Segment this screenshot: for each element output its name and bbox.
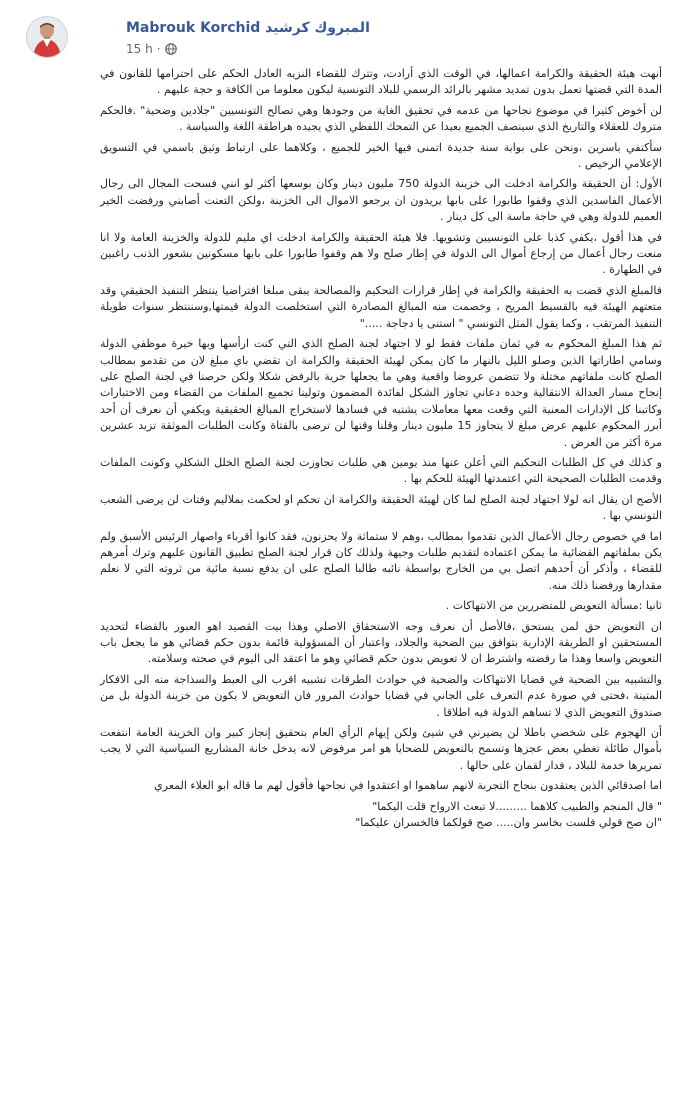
post-paragraph: ثم هذا المبلغ المحكوم به في ثمان ملفات فقط لو لا اجتهاد لجنة الصلح الذي التي كنت ارأسها وبها خيرة موظفي الدولة وسامي اطاراتها الذين وصلو الليل بالنهار ما كان يمكن لهيئة الحقيقة والكرامة ان تقضي باي مبلغ لان من تقدمو بمطالب الصلح كانت ملفاتهم مختلة ولا تتضمن عروضا واقعية وهي ما يجعلها حرية بالرفض شكلا ولكن حرصنا في لجنة الصلح على إنجاح مسار العدالة الانتقالية وحده دعاني تجاوز الشكل لفائدة المضمون وتولينا تجميع الملفات من القضاء ومن الاختبارات وكاتبنا كل الإدارات المعنية التي وقعت معها معاملات يشتبه في فسادها لاستخراج المبالغ الحقيقية ويكفي أن نعرف أن أحد أبرز المحكوم عليهم عرض مبلغ لا يتجاوز 15 مليون دينار وقلنا وقتها لن ترضى بالفتاة وكانت الطلبات الموثقة تزيد عشرين مرة أكثر من العرض .	[100, 337, 662, 449]
poem-line: "ان صح قولي فلست بخاسر وان..... صح قولكما فالخسران عليكما"	[355, 816, 662, 830]
post-body	[100, 66, 662, 831]
poem-line: " قال المنجم والطبيب كلاهما .........لا تبعث الارواح قلت اليكما"	[372, 799, 662, 813]
post-header	[76, 14, 666, 62]
post-meta	[126, 42, 177, 56]
post-paragraph: والتشبيه بين الضحية في قضايا الانتهاكات والضحية في حوادث الطرقات تشبيه اقرب الى العبط والسذاجة منه الى الافكار المتينة ،فحتى في صورة عدم التعرف على الجاني في قضايا حوادث المرور فان التعويض لا يكون من خزينة الدولة بل من صندوق التعويض الذي لا تساهم الدولة فيه اطلاقا .	[100, 672, 662, 719]
post-paragraph: الأصح ان يقال انه لولا اجتهاد لجنة الصلح لما كان لهيئة الحقيقة والكرامة ان تحكم او لحكمت بملاليم وفتات لن يرضى الشعب التونسي بها .	[100, 492, 662, 523]
post-paragraph: ان التعويض حق لمن يستحق ،فالأصل أن نعرف وجه الاستحقاق الاصلي وهذا بيت القصيد اهو العبور بالقضاء لتحديد المستحقين او الطريقة الإدارية بتوافق بين الضحية والجلاد، واعتبار أن المسؤولية قائمة بدون حكم قضائي هو ما يجعل باب التعويض واسعا وهذا ما رفضته واشترط ان لا تعويض بدون حكم قضائي وهو ما اعتقد الى اليوم في صحته وسلامته.	[100, 619, 662, 666]
post-paragraph: الأول: أن الحقيقة والكرامة ادخلت الى خزينة الدولة 750 مليون دينار وكان بوسعها أكثر لو انني فسحت المجال الى رجال الأعمال الفاسدين الذي وقفوا طابورا على بابها يريدون ان يرجعو الاموال الى الخزينة ،ولكن التعنت أصابني ورفضت الخير العميم للدولة وهي في حاجة ماسة الى كل دينار .	[100, 177, 662, 224]
profile-photo	[27, 17, 67, 57]
post-paragraph: في هذا أقول ،يكفي كذبا على التونسيين وتشويها. فلا هيئة الحقيقة والكرامة ادخلت اي مليم للدولة والخزينة العامة ولا انا منعت رجال أعمال من إرجاع أموال الى الدولة في إطار صلح ولا هم وقفوا طابورا على بابها مسكونين بشعور الذنب راغبين في الطهارة .	[100, 230, 662, 277]
post-paragraph: أن الهجوم على شخصي باطلا لن يضيرني في شيئ ولكن إيهام الرأي العام بتحقيق إنجاز كبير وان الخزينة العامة انتفعت بأموال طائلة تغطي بعض عجزها وتسمح بالتعويض للضحايا هو امر مرفوض لانه يدخل خانة المشاريع السياسية التي لا يجب تمريرها خدمة للبلاد ، فدار لقمان على حالها .	[100, 726, 662, 772]
post-paragraph: ثانيا :مسألة التعويض للمتضررين من الانتهاكات .	[445, 599, 662, 613]
post-paragraph: أنهت هيئة الحقيقة والكرامة اعمالها، في الوقت الذي أرادت، وتترك للقضاء النزيه العادل الحكم على احترامها للقانون في المدة التي قضتها تعمل بدون تمديد مشهر بالرائد الرسمي للبلاد التونسية ليكون معلوما من الكافة و حجة عليهم .	[100, 67, 662, 97]
author-name[interactable]	[126, 20, 370, 36]
post-paragraph: اما في خصوص رجال الأعمال الذين تقدموا بمطالب ،وهم لا ستماثة ولا يحزنون، فقد كانوا أقرباء واصهار الرئيس الأسبق ولم يكن بملفاتهم القضائية ما يمكن اعتماده لتقديم طلبات وجيهة ولذلك كان قرار لجنة الصلح تطبيق القانون عليهم وترك أمرهم للقضاء ، وأذكر أن أحدهم اتصل بي من الخارج بواسطة نائبه طالبا الصلح على ان يدفع نسبة مائية من ثروته التي لا نعلم مقدارها ورفضنا ذلك منه.	[100, 529, 662, 592]
globe-icon[interactable]	[165, 43, 177, 55]
post-paragraph: لن أخوض كثيرا في موضوع نجاحها من عدمه في تحقيق الغاية من وجودها وهي تصالح التونسيين "جلادين وضحية" .فالحكم متروك للعقلاء والتاريخ الذي سينصف الجميع بعيدا عن التمحك اللفظي الذي يجيده هراطقة اللغة والسياسة .	[100, 103, 662, 134]
post-paragraph: سأكتفي باسرين ،ونحن على بوابة سنة جديدة اتمنى فيها الخير للجميع ، وكلاهما على ارتباط وثيق باسمي في التسويق الإعلامي الرخيص .	[100, 140, 662, 171]
post-paragraph: فالمبلغ الذي قضت به الحقيقة والكرامة في إطار قرارات التحكيم والمصالحة يبقى مبلغا افتراضيا ينتظر التنفيذ الحقيقي وقد متعتهم الهيئة فيه بالقسيط المريح ، وخصمت منه المبالغ المصادرة التي استخلصت الدولة قيمتها,وسننتظر سنوات طويلة التنفيذ المرتقب ، وكما يقول المثل التونسي " استنى يا دجاجة ....."	[100, 283, 662, 330]
post-paragraph: اما اصدقائي الذين يعتقدون بنجاح التجربة لانهم ساهموا او اعتقدوا في نجاحها فأقول لهم ما قاله ابو العلاء المعري	[154, 779, 662, 793]
author-name-latin[interactable]: Mabrouk Korchid	[126, 20, 261, 36]
author-name-arabic[interactable]: المبروك كرشيد	[265, 20, 370, 36]
post-timestamp[interactable]: 15 h	[126, 42, 153, 56]
post-paragraph: و كذلك في كل الطلبات التحكيم التي أعلن عنها منذ يومين هي طلبات تجاوزت لجنة الصلح الخلل الشكلي وكونت الملفات وقدمت الطلبات الصحيحة التي اعتمدتها الهيئة للحكم بها .	[100, 455, 662, 486]
avatar[interactable]	[26, 16, 68, 58]
meta-separator: ·	[156, 42, 161, 56]
